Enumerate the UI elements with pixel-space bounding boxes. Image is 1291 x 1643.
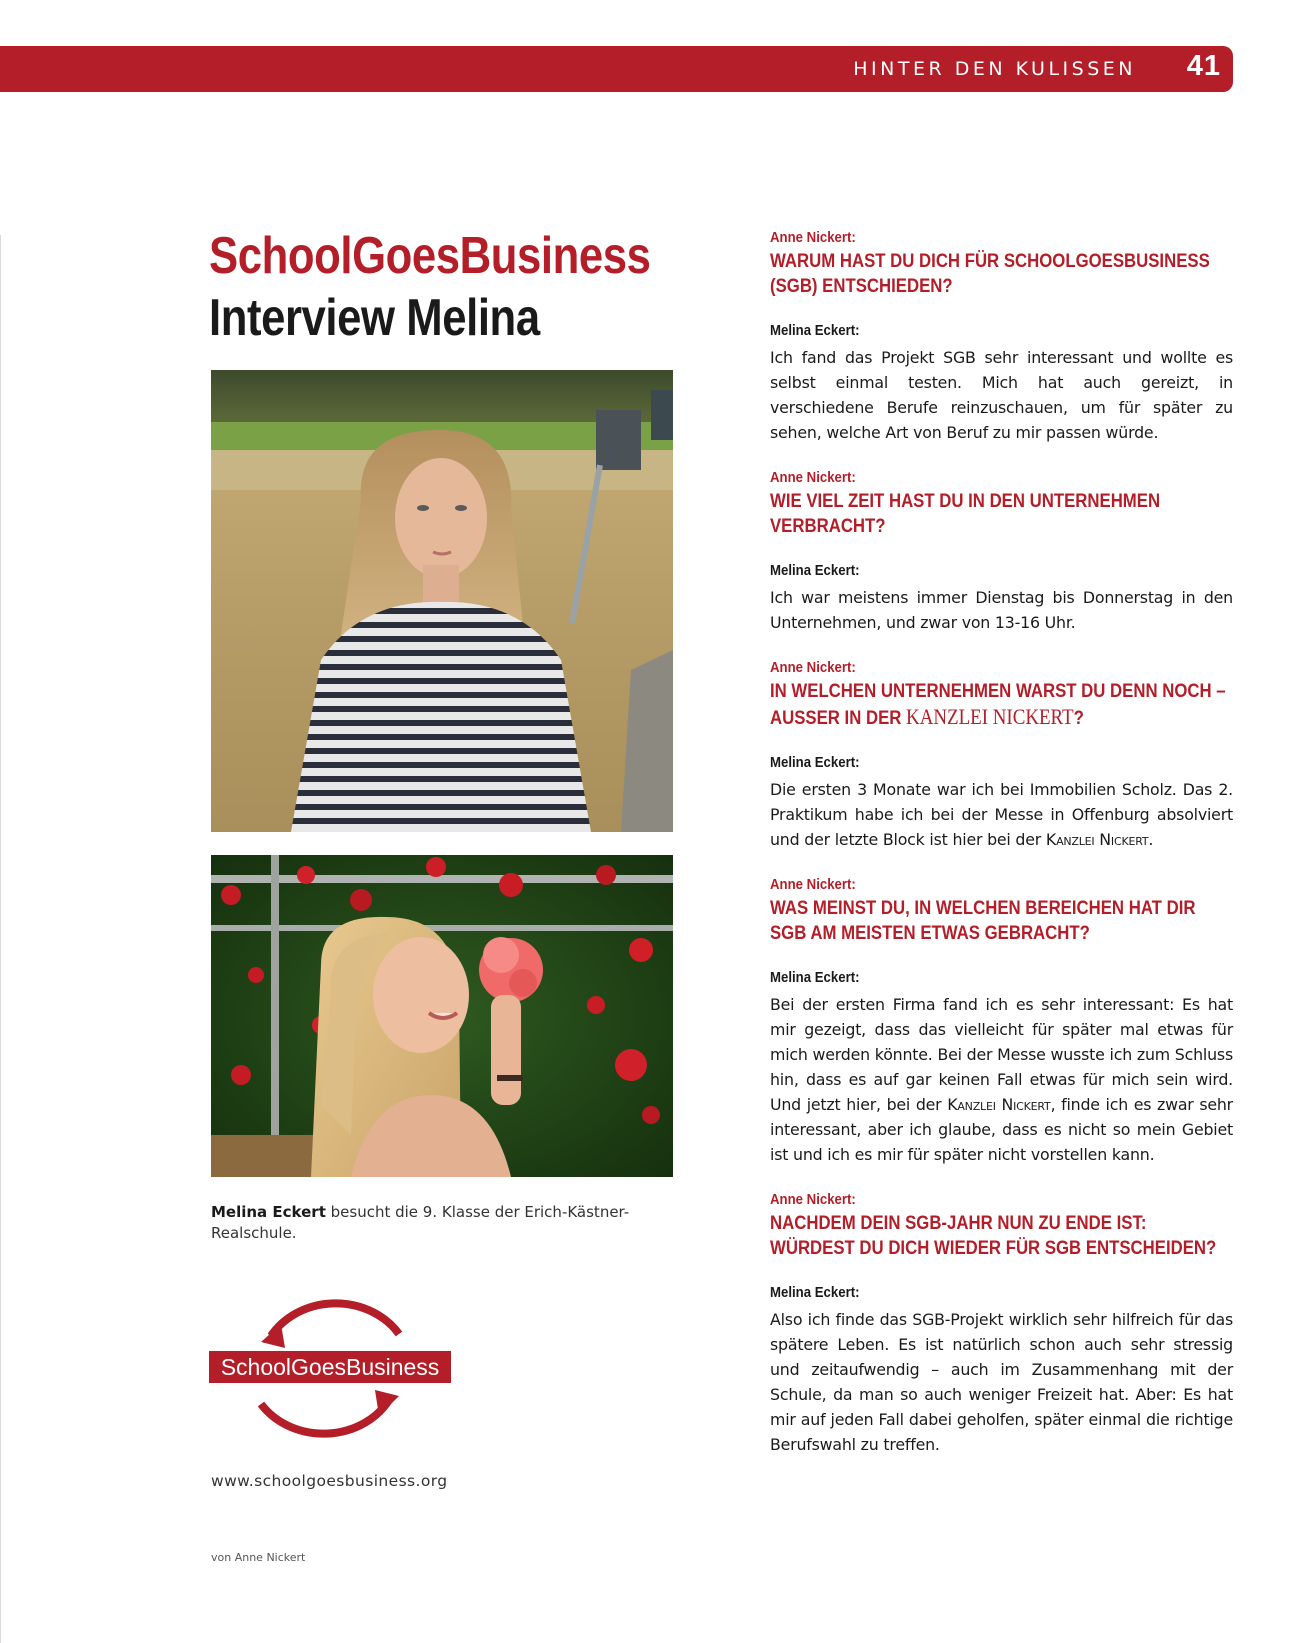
byline: von Anne Nickert bbox=[211, 1551, 306, 1564]
respondent-label: Melina Eckert: bbox=[770, 1284, 860, 1301]
qa-block bbox=[770, 1190, 1233, 1457]
answer-end: , finde ich es zwar sehr interessant, aber ich glaube, dass es nicht so mein Gebiet ist und ich es mir für später nicht vorstellen kann. bbox=[770, 1095, 1233, 1164]
respondent-label: Melina Eckert: bbox=[770, 754, 860, 771]
question-line: NACHDEM DEIN SGB-JAHR NUN ZU ENDE IST: bbox=[770, 1212, 1147, 1234]
answer: Ich fand das Projekt SGB sehr interessant und wollte es selbst einmal testen. Mich hat auch gereizt, in verschiedene Berufe reinzuschauen, um für später zu sehen, welche Art von Beruf zu mir passen würde. bbox=[770, 348, 1233, 442]
caption-name: Melina Eckert bbox=[211, 1203, 326, 1221]
interviewer-label: Anne Nickert: bbox=[770, 1191, 856, 1208]
question bbox=[770, 679, 1234, 731]
page-number: 41 bbox=[1186, 50, 1221, 82]
page-edge-rule bbox=[0, 235, 1, 1643]
interviewer-label: Anne Nickert: bbox=[770, 229, 856, 246]
question: WIE VIEL ZEIT HAST DU IN DEN UNTERNEHMEN VERBRACHT? bbox=[770, 490, 1161, 537]
respondent-label: Melina Eckert: bbox=[770, 322, 860, 339]
header-bar bbox=[0, 46, 1233, 92]
question bbox=[770, 1211, 1234, 1261]
qa-block bbox=[770, 228, 1233, 445]
interviewer-label: Anne Nickert: bbox=[770, 876, 856, 893]
respondent-label: Melina Eckert: bbox=[770, 562, 860, 579]
photo-caption bbox=[211, 1202, 651, 1244]
answer bbox=[770, 992, 1233, 1167]
answer-text: Die ersten 3 Monate war ich bei Immobilien Scholz. Das 2. Praktikum habe ich bei der Messe in Offenburg absolviert und der letzte Block ist hier bei der bbox=[770, 780, 1233, 849]
question: WARUM HAST DU DICH FÜR SCHOOLGOESBUSINESS (SGB) ENTSCHIEDEN? bbox=[770, 250, 1210, 297]
answer: Ich war meistens immer Dienstag bis Donnerstag in den Unternehmen, und zwar von 13-16 Uhr. bbox=[770, 588, 1233, 632]
qa-block bbox=[770, 875, 1233, 1167]
website-link[interactable]: www.schoolgoesbusiness.org bbox=[211, 1472, 448, 1490]
qa-block bbox=[770, 468, 1233, 635]
answer: Also ich finde das SGB-Projekt wirklich sehr hilfreich für das spätere Leben. Es ist natürlich schon auch sehr stressig und zeitaufwendig – auch im Zusammenhang mit der Schule, da man so auch weniger Freizeit hat. Aber: Es hat mir auf jeden Fall dabei geholfen, später einmal die richtige Berufswahl zu treffen. bbox=[770, 1310, 1233, 1454]
respondent-label: Melina Eckert: bbox=[770, 969, 860, 986]
article-title: SchoolGoesBusiness bbox=[209, 227, 651, 285]
section-title: HINTER DEN KULISSEN bbox=[853, 58, 1136, 80]
article-subtitle: Interview Melina bbox=[209, 289, 540, 347]
photo-portrait-roses bbox=[211, 855, 673, 1177]
photo-portrait-striped bbox=[211, 370, 673, 832]
portrait-roses-image bbox=[211, 855, 673, 1177]
question-end: ? bbox=[1073, 707, 1084, 729]
qa-block bbox=[770, 658, 1233, 852]
caption-text: besucht die 9. Klasse der Erich-Kästner-Realschule. bbox=[211, 1203, 630, 1242]
interviewer-label: Anne Nickert: bbox=[770, 469, 856, 486]
interviewer-label: Anne Nickert: bbox=[770, 659, 856, 676]
interview-column bbox=[770, 228, 1233, 1457]
portrait-striped-image bbox=[211, 370, 673, 832]
brand-name: Kanzlei Nickert bbox=[947, 1095, 1051, 1114]
brand-name: KANZLEI NICKERT bbox=[906, 704, 1074, 729]
brand-name: Kanzlei Nickert bbox=[1045, 830, 1149, 849]
schoolgoesbusiness-logo bbox=[209, 1296, 451, 1444]
question-line: WÜRDEST DU DICH WIEDER FÜR SGB ENTSCHEIDEN? bbox=[770, 1237, 1217, 1259]
answer-text: Bei der ersten Firma fand ich es sehr interessant: Es hat mir gezeigt, dass das vielleicht für später mal etwas für mich werden könnte. Bei der Messe wusste ich zum Schluss hin, dass es auf gar keinen Fall etwas für mich sein wird. Und jetzt hier, bei der bbox=[770, 995, 1233, 1114]
answer bbox=[770, 777, 1233, 852]
question: WAS MEINST DU, IN WELCHEN BEREICHEN HAT DIR SGB AM MEISTEN ETWAS GEBRACHT? bbox=[770, 897, 1196, 944]
logo-text: SchoolGoesBusiness bbox=[220, 1354, 440, 1380]
question-text: IN WELCHEN UNTERNEHMEN WARST DU DENN NOCH – AUSSER IN DER bbox=[770, 680, 1226, 729]
answer-end: . bbox=[1148, 830, 1154, 849]
